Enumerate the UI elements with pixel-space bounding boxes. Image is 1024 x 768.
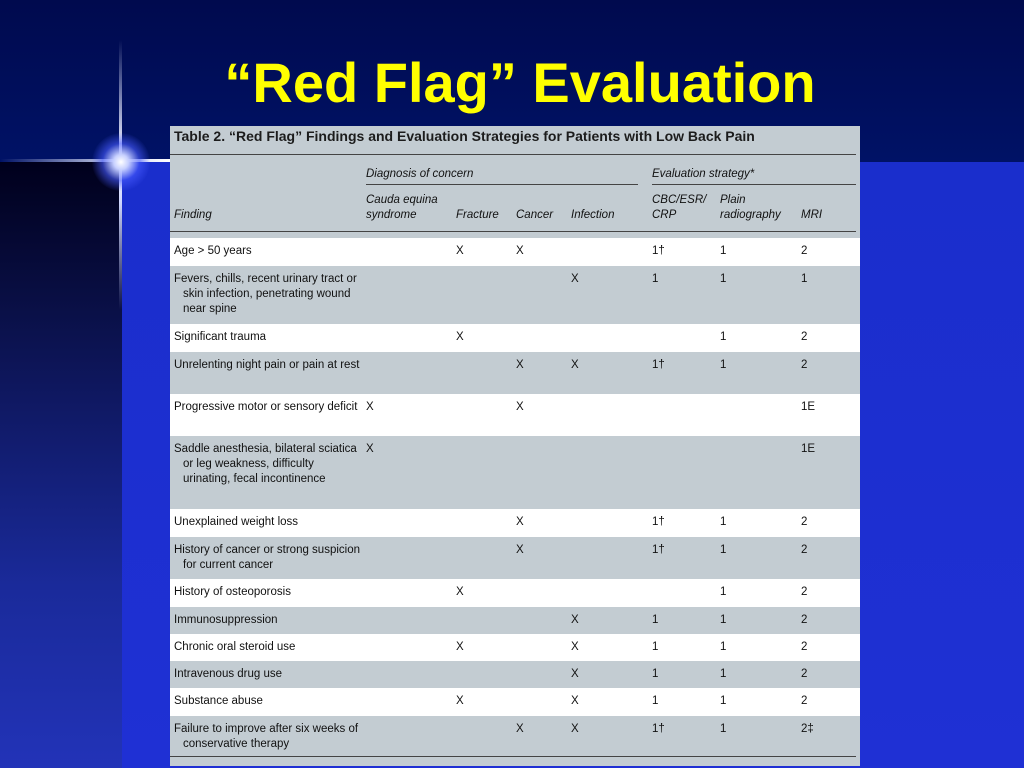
cbc-cell: 1 [652,273,659,285]
header-rule [170,231,856,232]
cbc-cell: 1† [652,516,665,528]
mri-cell: 1 [801,273,808,285]
table-row [170,661,860,688]
mri-cell: 1E [801,401,816,413]
finding-cell: Unrelenting night pain or pain at rest [174,359,360,371]
plain-cell: 1 [720,641,727,653]
cbc-cell: 1† [652,245,665,257]
table-row [170,324,860,352]
column-header-cbc-esr-crp: CBC/ESR/ CRP [652,194,707,221]
cancer-cell: X [516,401,524,413]
infection-cell: X [571,723,579,735]
table-caption: Table 2. “Red Flag” Findings and Evaluation Strategies for Patients with Low Back Pain [174,128,755,144]
fracture-cell: X [456,331,464,343]
fracture-cell: X [456,245,464,257]
infection-cell: X [571,614,579,626]
bottom-rule [170,756,856,757]
infection-cell: X [571,695,579,707]
plain-cell: 1 [720,245,727,257]
slide-title: “Red Flag” Evaluation [224,51,816,114]
cbc-cell: 1 [652,641,659,653]
finding-cell: Failure to improve after six weeks of conservative therapy [174,723,359,750]
mri-cell: 2 [801,695,808,707]
plain-cell: 1 [720,614,727,626]
mri-cell: 2 [801,614,808,626]
mri-cell: 2 [801,586,808,598]
cbc-cell: 1† [652,723,665,735]
table-row [170,579,860,607]
table-row [170,352,860,394]
table-row [170,716,860,758]
fracture-cell: X [456,695,464,707]
caption-rule [170,154,856,155]
red-flag-table [170,126,860,766]
table-row [170,607,860,634]
column-header-plain-radiography: Plain radiography [720,194,781,221]
mri-cell: 1E [801,443,816,455]
diagnosis-group-rule [366,184,638,185]
infection-cell: X [571,273,579,285]
group-header-diagnosis: Diagnosis of concern [366,168,474,180]
plain-cell: 1 [720,723,727,735]
table-row [170,688,860,716]
plain-cell: 1 [720,516,727,528]
cbc-cell: 1† [652,359,665,371]
finding-cell: History of cancer or strong suspicion for current cancer [174,544,360,571]
table-row [170,436,860,509]
cancer-cell: X [516,516,524,528]
column-header-cauda-equina: Cauda equina syndrome [366,194,438,221]
finding-cell: Immunosuppression [174,614,278,626]
cauda-cell: X [366,401,374,413]
mri-cell: 2 [801,641,808,653]
mri-cell: 2 [801,668,808,680]
column-header-mri: MRI [801,209,823,221]
finding-cell: History of osteoporosis [174,586,291,598]
table-row [170,509,860,537]
lens-flare-icon [92,133,150,191]
cbc-cell: 1† [652,544,665,556]
mri-cell: 2‡ [801,723,814,735]
table-row [170,238,860,266]
mri-cell: 2 [801,331,808,343]
fracture-cell: X [456,641,464,653]
mri-cell: 2 [801,359,808,371]
cancer-cell: X [516,359,524,371]
table-row [170,634,860,661]
finding-cell: Chronic oral steroid use [174,641,296,653]
infection-cell: X [571,359,579,371]
column-header-fracture: Fracture [456,209,499,221]
plain-cell: 1 [720,544,727,556]
cancer-cell: X [516,544,524,556]
group-header-evaluation: Evaluation strategy* [652,168,755,180]
mri-cell: 2 [801,544,808,556]
table-row [170,394,860,436]
evaluation-group-rule [652,184,856,185]
column-header-finding: Finding [174,209,212,221]
fracture-cell: X [456,586,464,598]
finding-cell: Age > 50 years [174,245,252,257]
cbc-cell: 1 [652,668,659,680]
finding-cell: Unexplained weight loss [174,516,299,528]
table-row [170,266,860,324]
cancer-cell: X [516,245,524,257]
finding-cell: Substance abuse [174,695,263,707]
table-row [170,537,860,579]
column-header-cancer: Cancer [516,209,554,221]
cancer-cell: X [516,723,524,735]
finding-cell: Saddle anesthesia, bilateral sciatica or leg weakness, difficulty urinating, fecal incontinence [174,443,357,485]
mri-cell: 2 [801,245,808,257]
plain-cell: 1 [720,695,727,707]
plain-cell: 1 [720,331,727,343]
infection-cell: X [571,668,579,680]
finding-cell: Intravenous drug use [174,668,283,680]
background-left-strip [0,162,122,768]
cbc-cell: 1 [652,695,659,707]
finding-cell: Progressive motor or sensory deficit [174,401,358,413]
plain-cell: 1 [720,273,727,285]
mri-cell: 2 [801,516,808,528]
cbc-cell: 1 [652,614,659,626]
plain-cell: 1 [720,359,727,371]
column-header-infection: Infection [571,209,615,221]
finding-cell: Fevers, chills, recent urinary tract or skin infection, penetrating wound near spine [174,273,357,315]
cauda-cell: X [366,443,374,455]
infection-cell: X [571,641,579,653]
plain-cell: 1 [720,668,727,680]
finding-cell: Significant trauma [174,331,267,343]
plain-cell: 1 [720,586,727,598]
